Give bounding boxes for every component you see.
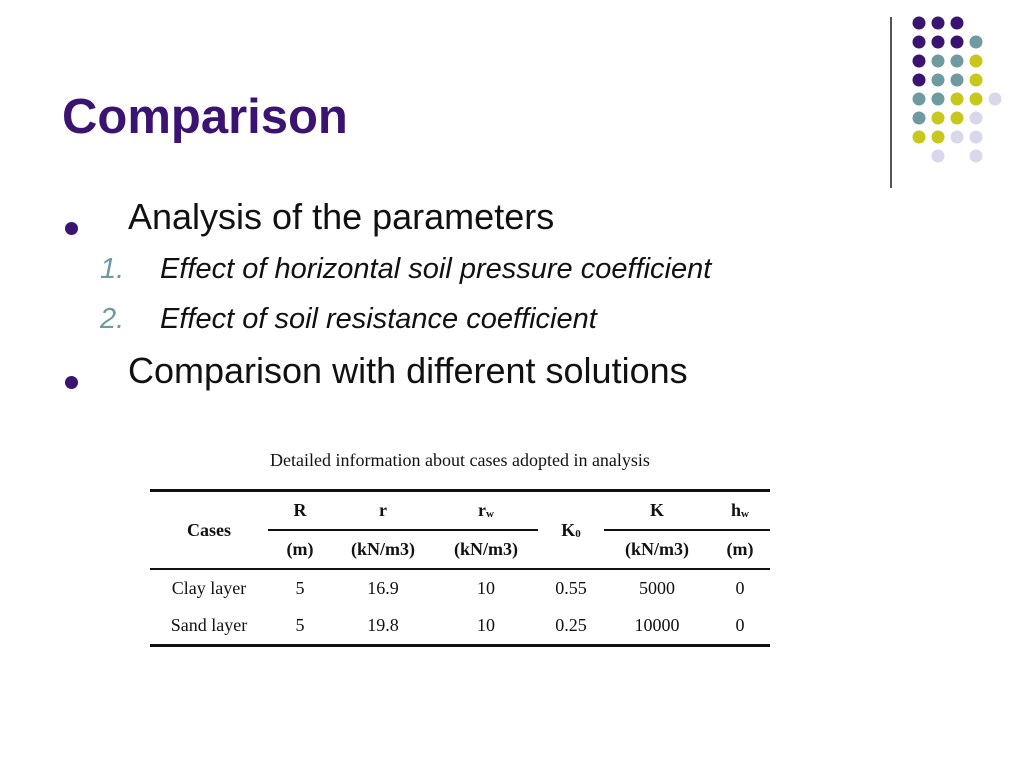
decorative-dot	[951, 131, 964, 144]
parameters-table	[150, 489, 770, 647]
decorative-dot	[932, 93, 945, 106]
cell-r: 19.8	[332, 607, 434, 646]
cell-hw: 0	[710, 607, 770, 646]
decorative-dot	[989, 93, 1002, 106]
bullet-text: Analysis of the parameters	[128, 196, 555, 237]
cell-K0: 0.55	[538, 569, 604, 607]
cell-case: Sand layer	[150, 607, 268, 646]
header-r: r	[332, 491, 434, 531]
decorative-dot	[913, 17, 926, 30]
cell-K: 10000	[604, 607, 710, 646]
cell-K0: 0.25	[538, 607, 604, 646]
decorative-dot	[951, 93, 964, 106]
decorative-dot	[913, 131, 926, 144]
bullet-icon	[65, 376, 78, 389]
decorative-dot	[970, 131, 983, 144]
bullet-icon	[65, 222, 78, 235]
header-hw: $h_w$	[710, 491, 770, 531]
header-rw: $r_w$	[434, 491, 538, 531]
decorative-dot	[970, 150, 983, 163]
decorative-dot	[913, 55, 926, 68]
sub-item-text: Effect of horizontal soil pressure coefficient	[160, 253, 712, 285]
unit-r: (kN/m3)	[351, 539, 415, 559]
cell-rw: 10	[434, 607, 538, 646]
table-header-row	[150, 491, 770, 531]
table-caption: Detailed information about cases adopted in analysis	[270, 450, 650, 470]
unit-hw: (m)	[726, 539, 754, 559]
decorative-dot	[913, 93, 926, 106]
decorative-dot	[970, 112, 983, 125]
decorative-dot	[970, 36, 983, 49]
decorative-dot	[932, 112, 945, 125]
decorative-dot	[932, 36, 945, 49]
header-K0: $K_0$	[538, 491, 604, 570]
decorative-dot	[932, 131, 945, 144]
table-row	[150, 607, 770, 646]
decorative-dot	[951, 36, 964, 49]
decorative-dot	[951, 112, 964, 125]
header-R: R	[268, 491, 332, 531]
sub-item-number: 2.	[100, 303, 125, 335]
unit-R: (m)	[286, 539, 314, 559]
decorative-dot	[970, 55, 983, 68]
decorative-dot	[932, 150, 945, 163]
unit-rw: (kN/m3)	[454, 539, 518, 559]
cell-r: 16.9	[332, 569, 434, 607]
vertical-divider	[890, 17, 892, 188]
sub-item-number: 1.	[100, 253, 125, 285]
cell-K: 5000	[604, 569, 710, 607]
decorative-dot	[913, 74, 926, 87]
decorative-dot	[932, 74, 945, 87]
decorative-dot	[951, 74, 964, 87]
decorative-dot	[932, 17, 945, 30]
slide-title: Comparison	[62, 90, 348, 144]
header-K: K	[604, 491, 710, 531]
decorative-dot	[932, 55, 945, 68]
decorative-dot	[951, 55, 964, 68]
cell-rw: 10	[434, 569, 538, 607]
unit-K: (kN/m3)	[625, 539, 689, 559]
bullet-text: Comparison with different solutions	[128, 350, 688, 391]
decorative-dot	[951, 17, 964, 30]
cell-hw: 0	[710, 569, 770, 607]
sub-item-text: Effect of soil resistance coefficient	[160, 303, 597, 335]
decorative-dot	[913, 36, 926, 49]
decorative-dot	[970, 74, 983, 87]
table-row	[150, 569, 770, 607]
header-cases: Cases	[150, 491, 268, 570]
decorative-dot	[970, 93, 983, 106]
decorative-dot	[913, 112, 926, 125]
cell-case: Clay layer	[150, 569, 268, 607]
cell-R: 5	[268, 569, 332, 607]
cell-R: 5	[268, 607, 332, 646]
